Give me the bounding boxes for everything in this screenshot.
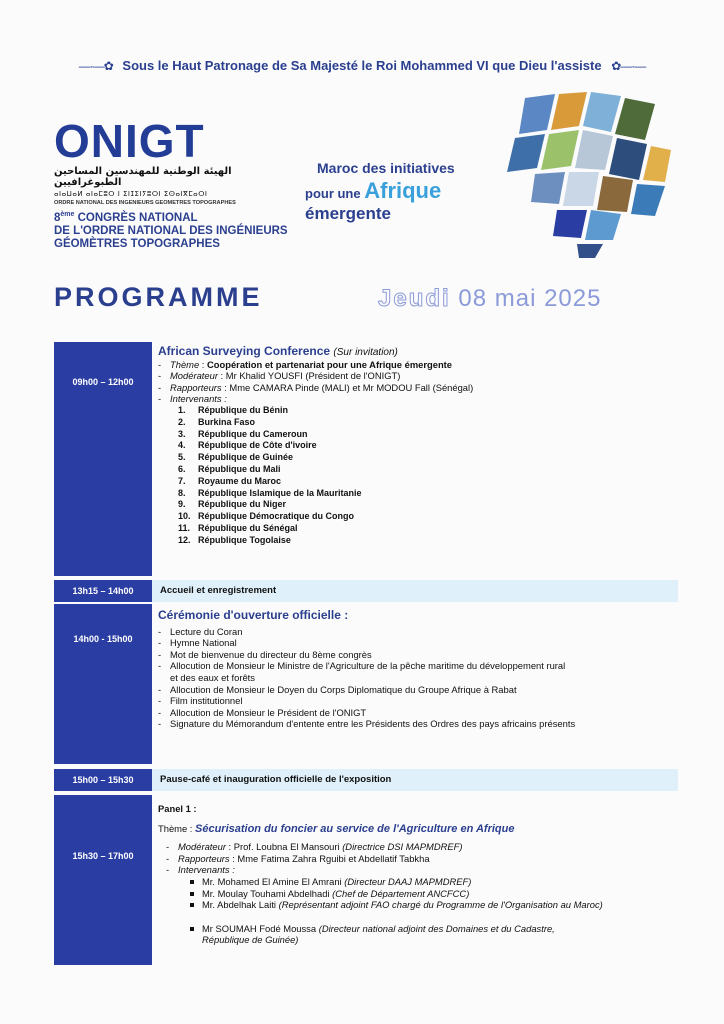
ornament-left-icon: —·—✿ bbox=[78, 59, 113, 73]
time-s2: 13h15 – 14h00 bbox=[54, 580, 152, 602]
country-name: République de Côte d'ivoire bbox=[198, 440, 317, 451]
time-s1: 09h00 – 12h00 bbox=[72, 377, 134, 387]
panel-speaker-role-cont: République de Guinée) bbox=[202, 934, 299, 946]
time-s3: 14h00 - 15h00 bbox=[73, 634, 133, 644]
panel-theme: Thème : Sécurisation du foncier au service de l'Agriculture en Afrique bbox=[158, 822, 515, 835]
date-day: Jeudi bbox=[378, 285, 451, 312]
logo-word: ONIGT bbox=[54, 115, 205, 167]
slogan-emergente: émergente bbox=[305, 204, 391, 223]
band-accueil bbox=[54, 580, 678, 602]
programme-title: PROGRAMME bbox=[54, 282, 263, 312]
country-number: 9. bbox=[178, 499, 186, 510]
ceremony-item-cont: et des eaux et forêts bbox=[170, 671, 255, 683]
country-item bbox=[158, 429, 678, 441]
panel-speaker: Mr. Abdelhak Laiti (Représentant adjoint FAO chargé du Programme de l'Organisation au Maroc) bbox=[158, 899, 688, 911]
ceremony-item: - Signature du Mémorandum d'entente entre les Présidents des Ordres des pays africains présents bbox=[158, 718, 678, 730]
country-item bbox=[158, 464, 678, 476]
ornament-right-icon: ✿—·— bbox=[611, 59, 646, 73]
country-name: République du Cameroun bbox=[198, 428, 308, 439]
country-number: 7. bbox=[178, 475, 186, 486]
session-3 bbox=[158, 610, 678, 730]
slogan-pre: pour une bbox=[305, 186, 361, 201]
country-item bbox=[158, 499, 678, 511]
country-item bbox=[158, 452, 678, 464]
country-number: 5. bbox=[178, 452, 186, 463]
country-number: 6. bbox=[178, 463, 186, 474]
country-number: 11. bbox=[178, 522, 191, 533]
ceremony-item: - Mot de bienvenue du directeur du 8ème congrès bbox=[158, 649, 678, 661]
panel-reporters: - Rapporteurs : Mme Fatima Zahra Rguibi et Abdellatif Tabkha bbox=[166, 853, 688, 865]
onigt-logo bbox=[54, 115, 254, 206]
country-list bbox=[158, 405, 678, 547]
country-name: Royaume du Maroc bbox=[198, 475, 282, 486]
panel-speaker: Mr. Mohamed El Amine El Amrani (Directeur DAAJ MAPMDREF) bbox=[158, 876, 688, 888]
country-number: 8. bbox=[178, 487, 186, 498]
country-item bbox=[158, 535, 678, 547]
congres-num: 8 bbox=[54, 211, 61, 224]
ceremony-item: - Film institutionnel bbox=[158, 695, 678, 707]
patronage-line bbox=[0, 58, 724, 73]
time-column-s3 bbox=[54, 604, 152, 764]
africa-photo-collage bbox=[495, 90, 675, 260]
time-column-s5 bbox=[54, 795, 152, 965]
session-1-theme: - Thème : Coopération et partenariat pour une Afrique émergente bbox=[158, 359, 678, 371]
country-item bbox=[158, 523, 678, 535]
time-s5: 15h30 – 17h00 bbox=[72, 851, 134, 861]
panel-label: Panel 1 : bbox=[158, 803, 197, 814]
country-number: 12. bbox=[178, 534, 191, 545]
congres-line-2: DE L'ORDRE NATIONAL DES INGÉNIEURS bbox=[54, 224, 288, 237]
session-1 bbox=[158, 346, 678, 547]
session-1-moderator: - Modérateur : Mr Khalid YOUSFI (Président de l'ONIGT) bbox=[158, 370, 678, 382]
congres-sup: ème bbox=[60, 211, 75, 218]
panel-speaker: Mr. Moulay Touhami Abdelhadi (Chef de Département ANCFCC) bbox=[158, 888, 688, 900]
ceremony-item: - Lecture du Coran bbox=[158, 626, 678, 638]
congres-line-1: CONGRÈS NATIONAL bbox=[77, 211, 198, 224]
country-item bbox=[158, 511, 678, 523]
country-name: République du Sénégal bbox=[198, 522, 298, 533]
logo-tifinagh: ⴰⵏⴰⵡⴰⵍ ⴰⵏⴰⵎⵓⵔ ⵏ ⵉⵏⵊⵉⵏⵢⵓⵔⵏ ⵉⵙⴰⵏⴳⵎⴰⵔⵏ bbox=[54, 190, 208, 198]
logo-french: ORDRE NATIONAL DES INGENIEURS GEOMETRES TOPOGRAPHES bbox=[54, 200, 236, 206]
country-item bbox=[158, 476, 678, 488]
country-number: 10. bbox=[178, 511, 191, 522]
ceremony-item: - Allocution de Monsieur le Doyen du Corps Diplomatique du Groupe Afrique à Rabat bbox=[158, 684, 678, 696]
ceremony-item: - Hymne National bbox=[158, 637, 678, 649]
session-1-title: African Surveying Conference (Sur invitation) bbox=[158, 344, 398, 358]
logo-arabic: الهيئة الوطنية للمهندسين المساحين الطبوغرافيين bbox=[54, 166, 232, 188]
country-name: République de Guinée bbox=[198, 452, 294, 463]
country-item bbox=[158, 417, 678, 429]
country-item bbox=[158, 440, 678, 452]
session-3-title: Cérémonie d'ouverture officielle : bbox=[158, 608, 349, 622]
country-name: République Togolaise bbox=[198, 534, 291, 545]
panel-speaker: Mr SOUMAH Fodé Moussa (Directeur national adjoint des Domaines et du Cadastre, bbox=[158, 923, 688, 935]
label-s4: Pause-café et inauguration officielle de l'exposition bbox=[160, 774, 392, 785]
session-1-reporters: - Rapporteurs : Mme CAMARA Pinde (MALI) et Mr MODOU Fall (Sénégal) bbox=[158, 382, 678, 394]
ceremony-item: - Allocution de Monsieur le Ministre de l'Agriculture de la pêche maritime du développement rural bbox=[158, 660, 678, 672]
country-number: 4. bbox=[178, 440, 186, 451]
patronage-text: Sous le Haut Patronage de Sa Majesté le Roi Mohammed VI que Dieu l'assiste bbox=[122, 58, 602, 73]
country-number: 3. bbox=[178, 428, 186, 439]
panel-speakers-label: - Intervenants : bbox=[166, 864, 688, 876]
session-1-speakers-label: - Intervenants : bbox=[158, 393, 678, 405]
country-name: Burkina Faso bbox=[198, 416, 256, 427]
ceremony-item: - Allocution de Monsieur le Président de l'ONIGT bbox=[158, 707, 678, 719]
country-name: République Islamique de la Mauritanie bbox=[198, 487, 362, 498]
band-pause bbox=[54, 769, 678, 791]
congres-title bbox=[54, 208, 288, 251]
congres-line-3: GÉOMÈTRES TOPOGRAPHES bbox=[54, 237, 220, 250]
country-number: 2. bbox=[178, 416, 186, 427]
date-value: 08 mai 2025 bbox=[458, 285, 602, 312]
time-s4: 15h00 – 15h30 bbox=[54, 769, 152, 791]
country-name: République du Bénin bbox=[198, 404, 288, 415]
session-5 bbox=[158, 803, 688, 946]
slogan-afrique: Afrique bbox=[364, 178, 442, 203]
country-name: République du Mali bbox=[198, 463, 281, 474]
country-name: République du Niger bbox=[198, 499, 287, 510]
country-item bbox=[158, 488, 678, 500]
slogan-line-1: Maroc des initiatives bbox=[317, 160, 455, 176]
country-number: 1. bbox=[178, 404, 186, 415]
programme-date bbox=[378, 285, 601, 313]
slogan bbox=[305, 160, 495, 224]
country-name: République Démocratique du Congo bbox=[198, 511, 355, 522]
label-s2: Accueil et enregistrement bbox=[160, 585, 277, 596]
country-item bbox=[158, 405, 678, 417]
panel-moderator: - Modérateur : Prof. Loubna El Mansouri (Directrice DSI MAPMDREF) bbox=[166, 841, 688, 853]
